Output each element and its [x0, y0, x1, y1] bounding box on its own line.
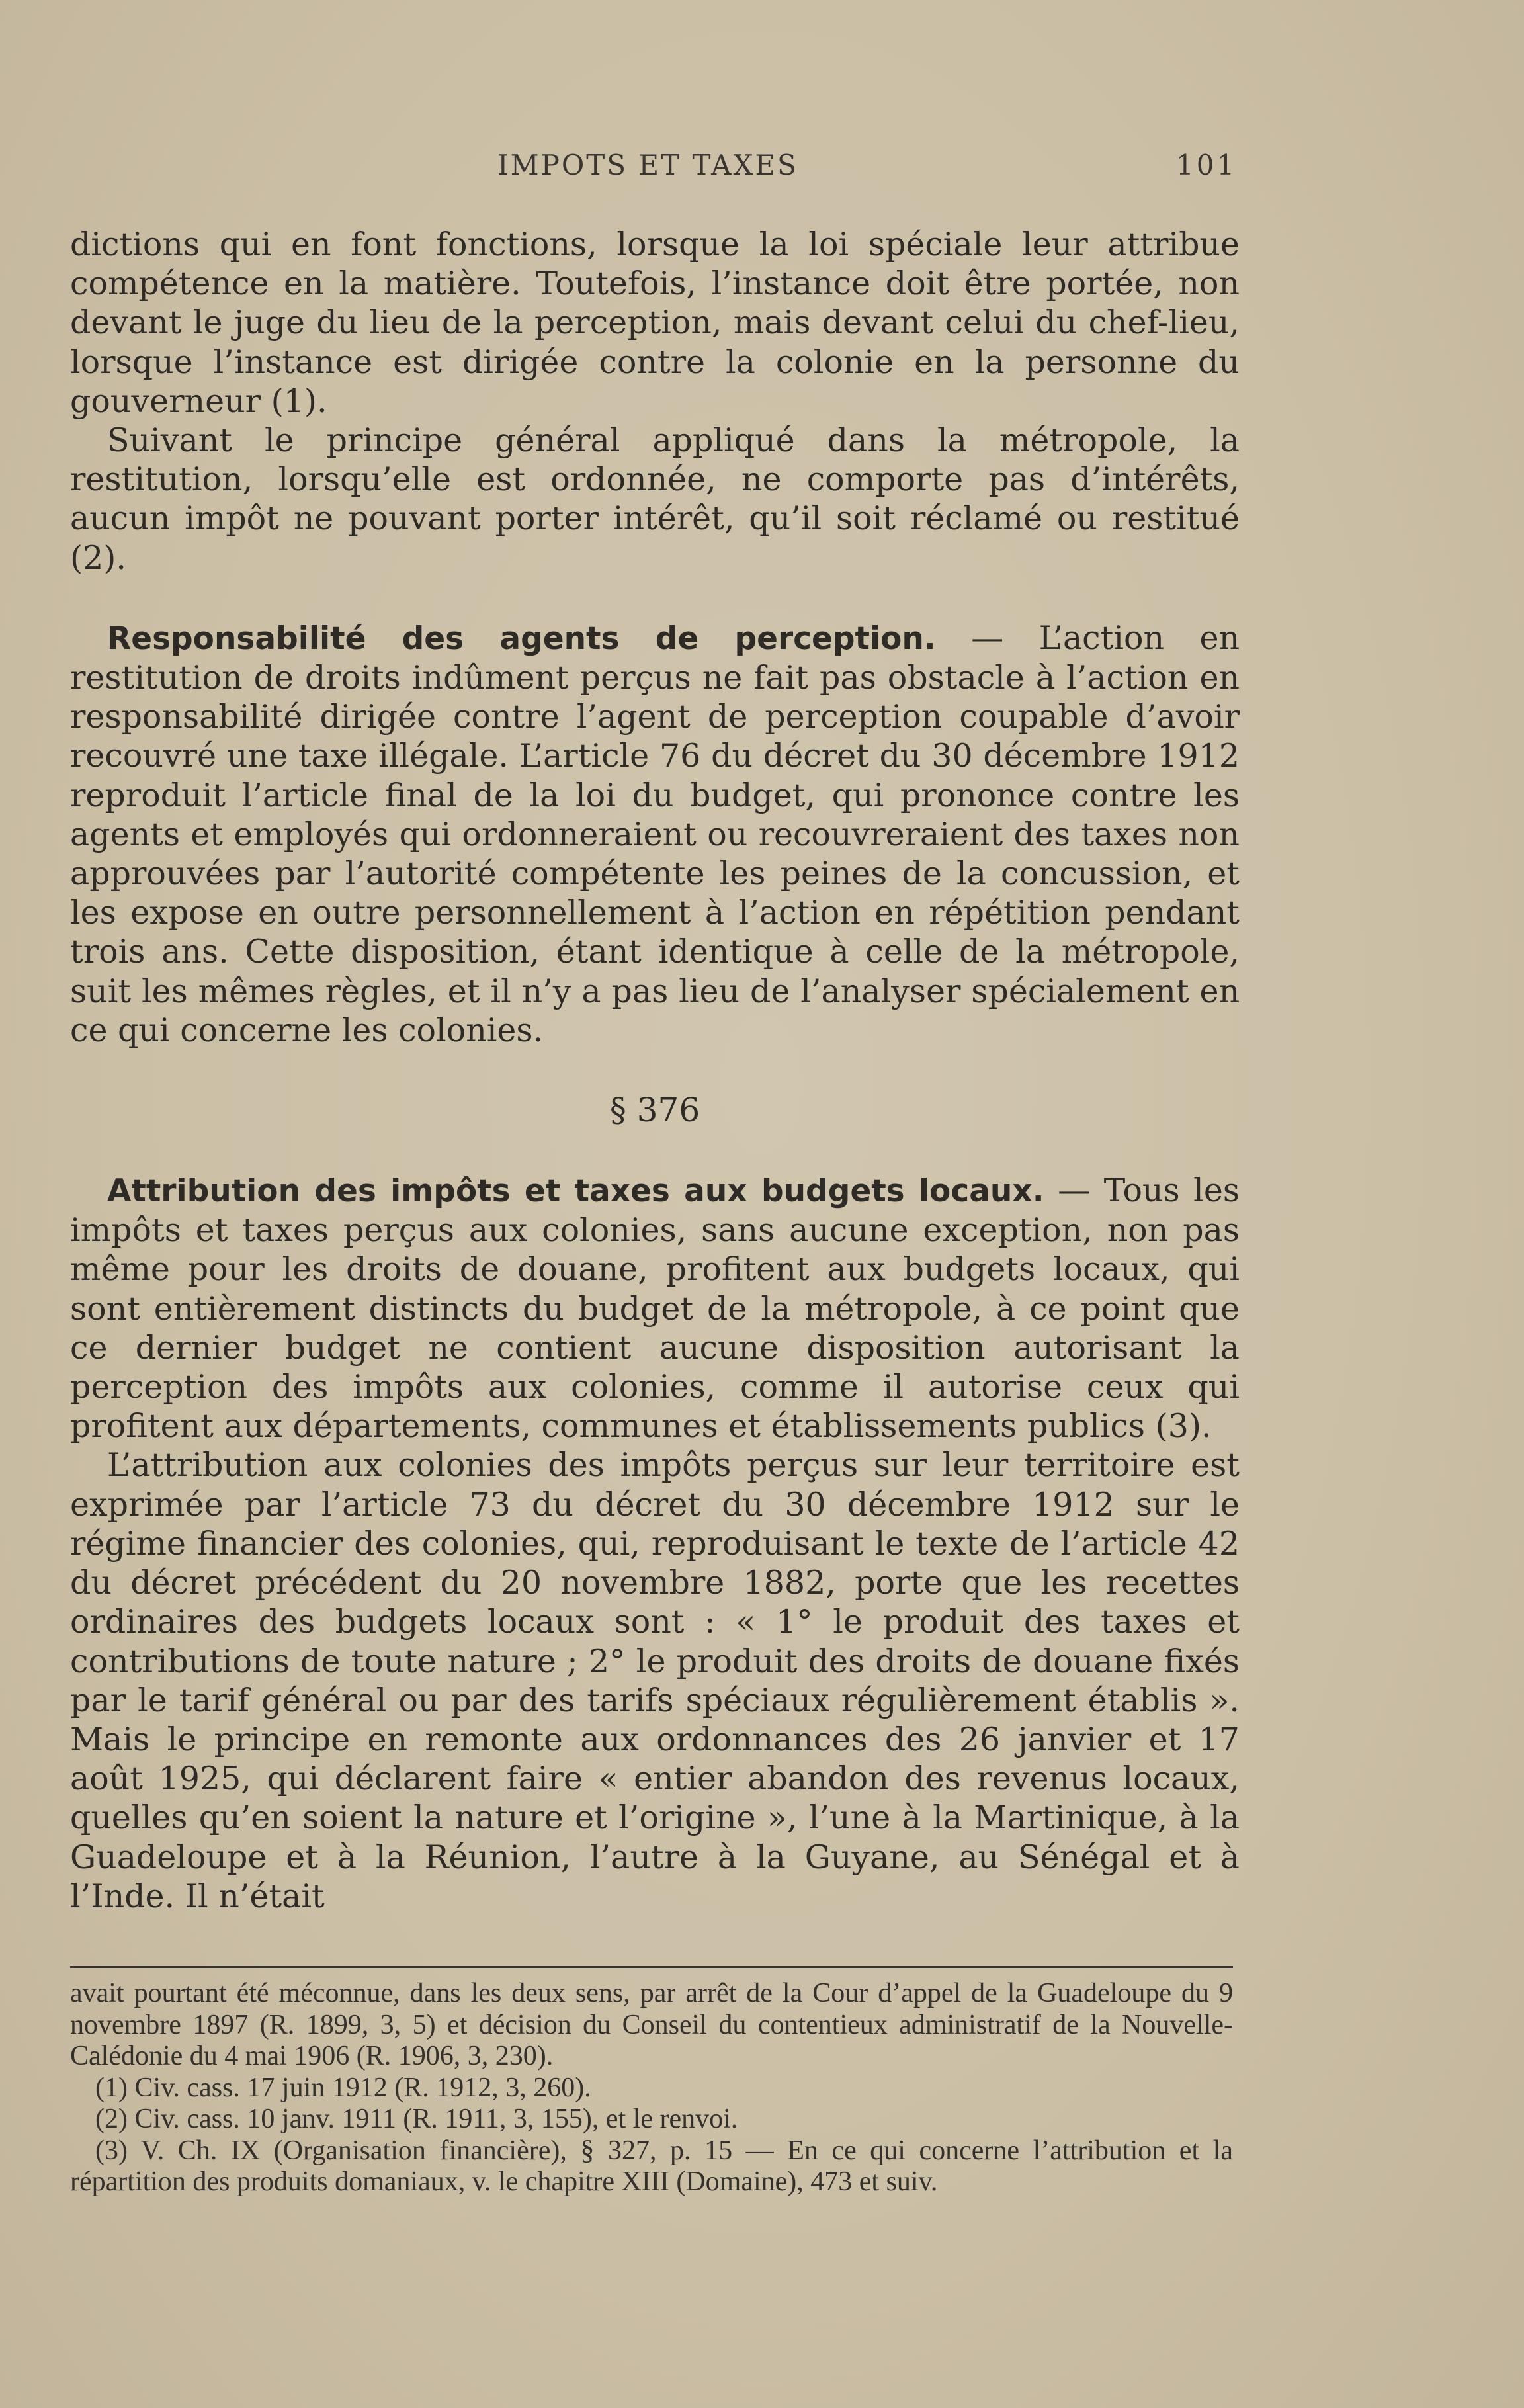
paragraph-restitution: Suivant le principe général appliqué dans la métropole, la restitution, lorsqu’elle est ordonnée, ne comporte pas d’intérêts, aucun impôt ne pouvant porter intérêt, qu’il soit réclamé ou restitué (2).	[70, 421, 1240, 577]
paragraph-continuation: dictions qui en font fonctions, lorsque la loi spéciale leur attribue compétence en la matière. Toutefois, l’instance doit être portée, non devant le juge du lieu de la perception, mais devant celui du chef-lieu, lorsque l’instance est dirigée contre la colonie en la personne du gouverneur (1).	[70, 226, 1240, 420]
footnote-2: (2) Civ. cass. 10 janv. 1911 (R. 1911, 3, 155), et le renvoi.	[95, 2104, 738, 2134]
footnote-rule	[70, 1966, 1233, 1968]
footnote-1: (1) Civ. cass. 17 juin 1912 (R. 1912, 3, 260).	[95, 2072, 591, 2103]
paragraph-attribution	[70, 1171, 1240, 1445]
paragraph-body: — L’action en restitution de droits indûment perçus ne fait pas obstacle à l’action en responsabilité dirigée contre l’agent de perception coupable d’avoir recouvré une taxe illégale. L’article 76 du décret du 30 décembre 1912 reproduit l’article final de la loi du budget, qui prononce contre les agents et employés qui ordonneraient ou recouvreraient des taxes non approuvées par l’autorité compétente les peines de la concussion, et les expose en outre personnellement à l’action en répétition pendant trois ans. Cette disposition, étant identique à celle de la métropole, suit les mêmes règles, et il n’y a pas lieu de l’analyser spécialement en ce qui concerne les colonies.	[70, 619, 1240, 1049]
footnote-continuation: avait pourtant été méconnue, dans les deux sens, par arrêt de la Cour d’appel de la Guadeloupe du 9 novembre 1897 (R. 1899, 3, 5) et décision du Conseil du contentieux administratif de la Nouvelle-Calédonie du 4 mai 1906 (R. 1906, 3, 230).	[70, 1978, 1233, 2071]
paragraph-heading: Attribution des impôts et taxes aux budgets locaux.	[107, 1173, 1044, 1210]
paragraph-heading: Responsabilité des agents de perception.	[107, 620, 936, 657]
main-text	[70, 225, 1240, 1916]
paragraph-body: — Tous les impôts et taxes perçus aux colonies, sans aucune exception, non pas même pour les droits de douane, profitent aux budgets locaux, qui sont entièrement distincts du budget de la métropole, à ce point que ce dernier budget ne contient aucune disposition autorisant la perception des impôts aux colonies, comme il autorise ceux qui profitent aux départements, communes et établissements publics (3).	[70, 1172, 1240, 1445]
paragraph-responsabilite	[70, 619, 1240, 1050]
footnotes	[70, 1978, 1233, 2198]
page-number: 101	[1176, 149, 1238, 181]
footnote-3: (3) V. Ch. IX (Organisation financière), § 327, p. 15 — En ce qui concerne l’attribution et la répartition des produits domaniaux, v. le chapitre XIII (Domaine), 473 et suiv.	[70, 2135, 1233, 2197]
running-head: IMPOTS ET TAXES	[497, 149, 798, 181]
page-header	[0, 149, 1524, 189]
paragraph-attribution-colonies: L’attribution aux colonies des impôts perçus sur leur territoire est exprimée par l’article 73 du décret du 30 décembre 1912 sur le régime financier des colonies, qui, reproduisant le texte de l’article 42 du décret précédent du 20 novembre 1882, porte que les recettes ordinaires des budgets locaux sont : « 1° le produit des taxes et contributions de toute nature ; 2° le produit des droits de douane fixés par le tarif général ou par des tarifs spéciaux régulièrement établis ». Mais le principe en remonte aux ordonnances des 26 janvier et 17 août 1925, qui déclarent faire « entier abandon des revenus locaux, quelles qu’en soient la nature et l’origine », l’une à la Martinique, à la Guadeloupe et à la Réunion, l’autre à la Guyane, au Sénégal et à l’Inde. Il n’était	[70, 1446, 1240, 1915]
section-number: § 376	[609, 1091, 700, 1130]
